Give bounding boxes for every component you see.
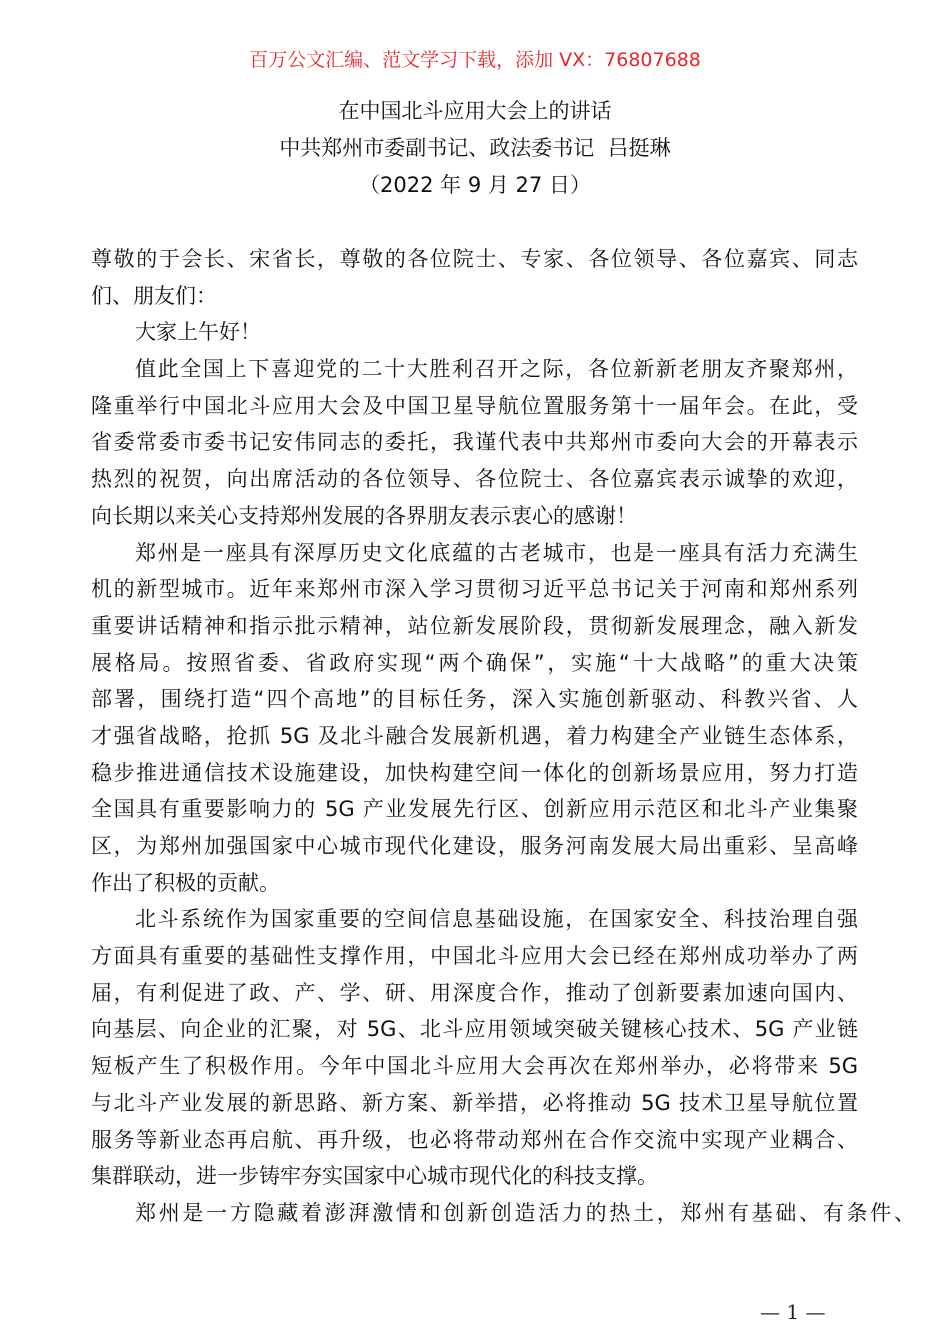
document-body — [91, 241, 915, 1232]
document-title: 在中国北斗应用大会上的讲话 — [338, 99, 612, 123]
body-line: 届，有利促进了政、产、学、研、用深度合作，推动了创新要素加速向国内、 — [91, 980, 858, 1005]
body-line: 们、朋友们： — [91, 283, 217, 308]
body-line: 郑州是一方隐藏着澎湃激情和创新创造活力的热土，郑州有基础、有条件、 — [135, 1200, 915, 1225]
body-line: 热烈的祝贺，向出席活动的各位领导、各位院士、各位嘉宾表示诚挚的欢迎， — [91, 467, 858, 492]
speech-date: （2022 年 9 月 27 日） — [359, 173, 591, 197]
body-line: 短板产生了积极作用。今年中国北斗应用大会再次在郑州举办，必将带来 5G — [91, 1054, 858, 1079]
body-line: 机的新型城市。近年来郑州市深入学习贯彻习近平总书记关于河南和郑州系列 — [91, 577, 858, 602]
body-line: 向长期以来关心支持郑州发展的各界朋友表示衷心的感谢！ — [91, 503, 637, 528]
body-line: 隆重举行中国北斗应用大会及中国卫星导航位置服务第十一届年会。在此，受 — [91, 393, 858, 418]
page-number: — 1 — — [760, 1300, 826, 1324]
body-line: 部署，围绕打造“四个高地”的目标任务，深入实施创新驱动、科教兴省、人 — [91, 687, 858, 712]
body-line: 稳步推进通信技术设施建设，加快构建空间一体化的创新场景应用，努力打造 — [91, 760, 858, 785]
body-line: 值此全国上下喜迎党的二十大胜利召开之际，各位新新老朋友齐聚郑州， — [135, 357, 858, 382]
body-line: 服务等新业态再启航、再升级，也必将带动郑州在合作交流中实现产业耦合、 — [91, 1127, 858, 1152]
body-line: 大家上午好！ — [135, 320, 261, 345]
watermark-banner: 百万公文汇编、范文学习下载，添加 VX：76807688 — [249, 49, 701, 71]
body-line: 展格局。按照省委、省政府实现“两个确保”，实施“十大战略”的重大决策 — [91, 650, 858, 675]
body-line: 北斗系统作为国家重要的空间信息基础设施，在国家安全、科技治理自强 — [135, 907, 858, 932]
body-line: 方面具有重要的基础性支撑作用，中国北斗应用大会已经在郑州成功举办了两 — [91, 944, 858, 969]
body-line: 集群联动，进一步铸牢夯实国家中心城市现代化的科技支撑。 — [91, 1164, 658, 1189]
body-line: 省委常委市委书记安伟同志的委托，我谨代表中共郑州市委向大会的开幕表示 — [91, 430, 858, 455]
body-line: 重要讲话精神和指示批示精神，站位新发展阶段，贯彻新发展理念，融入新发 — [91, 613, 858, 638]
body-line: 郑州是一座具有深厚历史文化底蕴的古老城市，也是一座具有活力充满生 — [135, 540, 858, 565]
body-line: 与北斗产业发展的新思路、新方案、新举措，必将推动 5G 技术卫星导航位置 — [91, 1090, 858, 1115]
body-line: 才强省战略，抢抓 5G 及北斗融合发展新机遇，着力构建全产业链生态体系， — [91, 723, 858, 748]
body-line: 作出了积极的贡献。 — [91, 870, 280, 895]
speaker-line: 中共郑州市委副书记、政法委书记 吕挺琳 — [279, 136, 671, 160]
body-line: 全国具有重要影响力的 5G 产业发展先行区、创新应用示范区和北斗产业集聚 — [91, 797, 858, 822]
body-line: 向基层、向企业的汇聚，对 5G、北斗应用领域突破关键核心技术、5G 产业链 — [91, 1017, 858, 1042]
body-line: 区，为郑州加强国家中心城市现代化建设，服务河南发展大局出重彩、呈高峰 — [91, 834, 858, 858]
body-line: 尊敬的于会长、宋省长，尊敬的各位院士、专家、各位领导、各位嘉宾、同志 — [91, 247, 858, 271]
